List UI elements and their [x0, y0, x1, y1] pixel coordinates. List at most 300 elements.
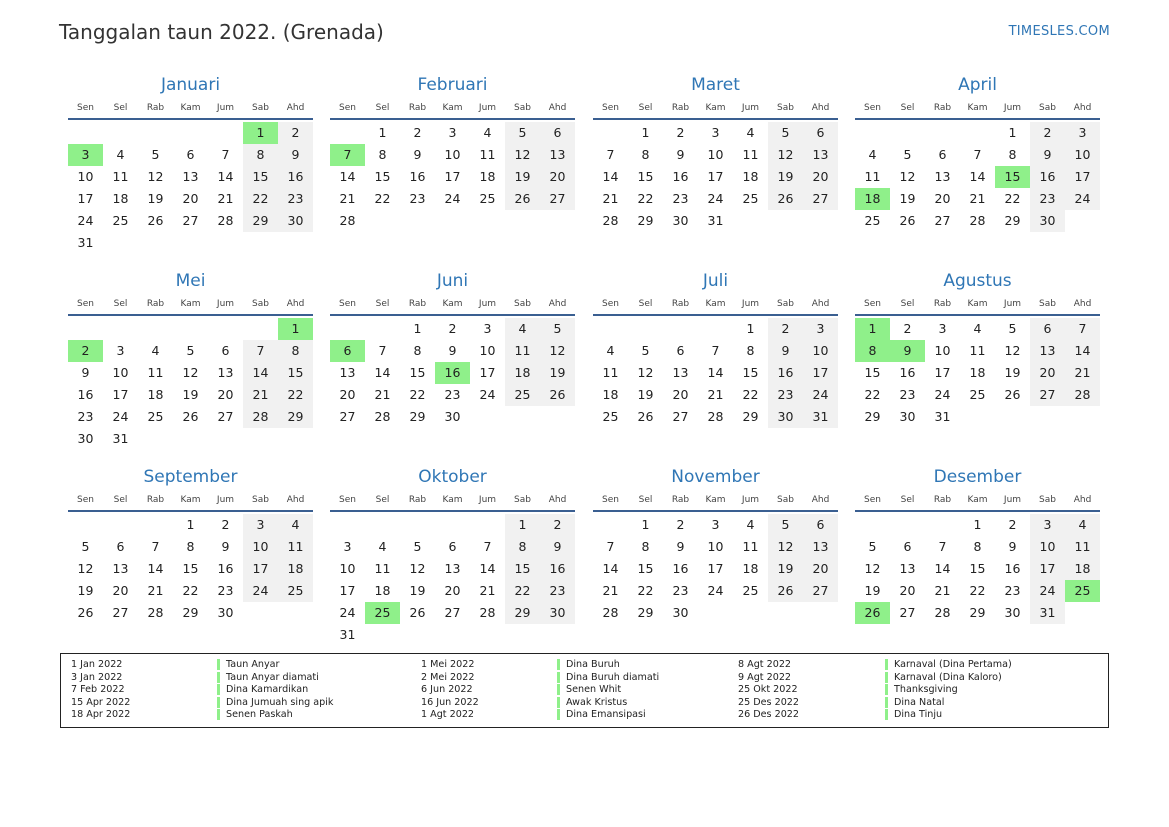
legend-date: 7 Feb 2022 [71, 684, 125, 696]
day-cell: 9 [1030, 144, 1065, 166]
weekday-label: Rab [933, 495, 952, 505]
day-cell: 26 [768, 188, 803, 210]
day-cell: 19 [505, 166, 540, 188]
day-cell: 15 [409, 365, 426, 380]
weekday-label: Sen [864, 495, 881, 505]
weekday-label: Ahd [811, 495, 830, 505]
day-cell: 18 [742, 169, 759, 184]
day-cell: 3 [711, 125, 720, 140]
day-cell: 17 [112, 387, 129, 402]
day-cell: 8 [641, 539, 650, 554]
day-cell: 31 [339, 627, 356, 642]
month-november [593, 466, 838, 646]
day-cell: 26 [768, 580, 803, 602]
day-cell: 16 [768, 362, 803, 384]
day-cell: 30 [1030, 210, 1065, 232]
day-cell: 4 [278, 514, 313, 536]
day-cell: 20 [444, 583, 461, 598]
site-link[interactable]: TIMESLES.COM [1008, 24, 1110, 39]
day-cell: 27 [1030, 384, 1065, 406]
day-cell: 5 [768, 122, 803, 144]
day-cell: 14 [374, 365, 391, 380]
day-cell: 21 [707, 387, 724, 402]
day-cell: 29 [409, 409, 426, 424]
weekday-label: Ahd [286, 299, 305, 309]
day-cell: 24 [707, 191, 724, 206]
legend-date: 8 Agt 2022 [738, 659, 792, 670]
day-cell: 27 [182, 213, 199, 228]
day-cell: 9 [278, 144, 313, 166]
day-cell: 11 [742, 147, 759, 162]
day-cell: 19 [409, 583, 426, 598]
weekday-label: Sab [777, 299, 794, 309]
day-cell: 21 [374, 387, 391, 402]
day-cell: 19 [768, 166, 803, 188]
day-cell: 17 [934, 365, 951, 380]
day-cell: 19 [864, 583, 881, 598]
day-cell: 19 [77, 583, 94, 598]
day-cell: 7 [1065, 318, 1100, 340]
legend-holiday-name [885, 684, 1012, 697]
day-cell: 8 [186, 539, 195, 554]
day-cell: 4 [505, 318, 540, 340]
legend-names-col-2 [557, 659, 659, 722]
legend-dates-col-1 [71, 659, 130, 722]
day-cell: 27 [112, 605, 129, 620]
day-cell: 5 [151, 147, 160, 162]
day-cell: 22 [637, 191, 654, 206]
day-cell: 17 [77, 191, 94, 206]
month-days [68, 318, 313, 450]
legend-holiday-name [557, 684, 659, 697]
legend-date: 2 Mei 2022 [421, 671, 475, 683]
day-cell: 3 [803, 318, 838, 340]
day-cell: 9 [768, 340, 803, 362]
day-cell: 26 [409, 605, 426, 620]
day-cell: 2 [903, 321, 912, 336]
day-cell: 21 [1065, 362, 1100, 384]
legend-names-col-3 [885, 659, 1012, 722]
day-cell: 8 [505, 536, 540, 558]
day-cell: 2 [278, 122, 313, 144]
day-cell: 6 [1030, 318, 1065, 340]
day-cell: 2 [413, 125, 422, 140]
weekday-header [330, 297, 575, 316]
legend-names-col-1 [217, 659, 333, 722]
day-cell: 28 [602, 605, 619, 620]
legend-date: 18 Apr 2022 [71, 709, 131, 721]
day-cell: 7 [151, 539, 160, 554]
day-cell: 9 [1008, 539, 1017, 554]
weekday-label: Jum [478, 103, 497, 113]
day-cell: 19 [182, 387, 199, 402]
day-cell: 3 [1030, 514, 1065, 536]
day-cell: 26 [182, 409, 199, 424]
day-cell: 23 [77, 409, 94, 424]
day-cell: 15 [969, 561, 986, 576]
day-cell: 8 [243, 144, 278, 166]
legend-date: 1 Agt 2022 [421, 709, 475, 721]
day-cell: 30 [540, 602, 575, 624]
month-name: Juli [702, 271, 729, 291]
day-cell: 13 [540, 144, 575, 166]
day-cell: 24 [707, 583, 724, 598]
month-days [330, 514, 575, 646]
day-cell: 11 [374, 561, 391, 576]
day-cell: 4 [378, 539, 387, 554]
day-cell: 2 [1030, 122, 1065, 144]
day-cell: 26 [77, 605, 94, 620]
day-cell: 11 [147, 365, 164, 380]
day-cell: 8 [278, 340, 313, 362]
day-cell: 4 [116, 147, 125, 162]
day-cell: 23 [217, 583, 234, 598]
weekday-label: Sel [638, 299, 653, 309]
weekday-label: Sen [602, 103, 619, 113]
weekday-label: Sab [1039, 495, 1056, 505]
weekday-label: Ahd [286, 103, 305, 113]
holiday-legend [60, 653, 1109, 728]
month-days [855, 122, 1100, 254]
month-april [855, 74, 1100, 254]
day-cell: 21 [339, 191, 356, 206]
day-cell: 5 [413, 539, 422, 554]
day-cell: 13 [339, 365, 356, 380]
holiday-day-cell: 9 [890, 340, 925, 362]
day-cell: 9 [413, 147, 422, 162]
day-cell: 17 [243, 558, 278, 580]
weekday-label: Jum [478, 299, 497, 309]
day-cell: 14 [934, 561, 951, 576]
weekday-label: Sel [900, 495, 915, 505]
day-cell: 23 [899, 387, 916, 402]
legend-holiday-name [557, 709, 659, 722]
day-cell: 10 [707, 539, 724, 554]
day-cell: 2 [768, 318, 803, 340]
day-cell: 14 [217, 169, 234, 184]
day-cell: 8 [973, 539, 982, 554]
day-cell: 11 [864, 169, 881, 184]
day-cell: 17 [479, 365, 496, 380]
legend-holiday-name [217, 672, 333, 685]
day-cell: 6 [448, 539, 457, 554]
weekday-label: Sen [77, 495, 94, 505]
day-cell: 12 [147, 169, 164, 184]
month-name: Januari [160, 75, 221, 95]
day-cell: 31 [803, 406, 838, 428]
day-cell: 12 [540, 340, 575, 362]
day-cell: 9 [676, 539, 685, 554]
weekday-label: Rab [933, 103, 952, 113]
day-cell: 16 [672, 169, 689, 184]
day-cell: 16 [672, 561, 689, 576]
day-cell: 11 [602, 365, 619, 380]
month-days [68, 122, 313, 254]
day-cell: 16 [278, 166, 313, 188]
weekday-label: Jum [1003, 495, 1022, 505]
weekday-label: Rab [408, 103, 427, 113]
month-juli [593, 270, 838, 450]
day-cell: 24 [112, 409, 129, 424]
weekday-label: Rab [408, 299, 427, 309]
day-cell: 12 [637, 365, 654, 380]
weekday-label: Sel [375, 103, 390, 113]
day-cell: 30 [278, 210, 313, 232]
day-cell: 16 [540, 558, 575, 580]
day-cell: 31 [77, 235, 94, 250]
day-cell: 29 [637, 605, 654, 620]
weekday-label: Sen [602, 299, 619, 309]
month-days [330, 318, 575, 450]
month-name: Juni [436, 271, 469, 291]
day-cell: 23 [672, 583, 689, 598]
day-cell: 28 [217, 213, 234, 228]
weekday-label: Ahd [811, 103, 830, 113]
day-cell: 19 [540, 362, 575, 384]
weekday-header [68, 101, 313, 120]
day-cell: 19 [1004, 365, 1021, 380]
day-cell: 20 [803, 166, 838, 188]
day-cell: 22 [182, 583, 199, 598]
day-cell: 18 [969, 365, 986, 380]
day-cell: 27 [934, 213, 951, 228]
weekday-label: Sen [339, 103, 356, 113]
day-cell: 17 [1030, 558, 1065, 580]
weekday-label: Rab [933, 299, 952, 309]
day-cell: 11 [479, 147, 496, 162]
day-cell: 3 [448, 125, 457, 140]
day-cell: 21 [147, 583, 164, 598]
weekday-header [68, 297, 313, 316]
month-name: Oktober [418, 467, 487, 487]
day-cell: 1 [1008, 125, 1017, 140]
day-cell: 10 [112, 365, 129, 380]
day-cell: 22 [243, 188, 278, 210]
day-cell: 12 [864, 561, 881, 576]
day-cell: 6 [803, 514, 838, 536]
day-cell: 13 [803, 536, 838, 558]
day-cell: 27 [803, 188, 838, 210]
weekday-label: Jum [741, 103, 760, 113]
weekday-header [593, 297, 838, 316]
weekday-label: Kam [705, 495, 726, 505]
legend-holiday-name [557, 697, 659, 710]
holiday-day-cell: 2 [68, 340, 103, 362]
day-cell: 1 [641, 517, 650, 532]
weekday-header [330, 101, 575, 120]
day-cell: 13 [672, 365, 689, 380]
legend-date: 25 Des 2022 [738, 696, 800, 708]
day-cell: 22 [278, 384, 313, 406]
day-cell: 6 [221, 343, 230, 358]
weekday-label: Rab [671, 495, 690, 505]
day-cell: 23 [768, 384, 803, 406]
day-cell: 12 [899, 169, 916, 184]
weekday-label: Sab [777, 495, 794, 505]
weekday-header [855, 297, 1100, 316]
day-cell: 27 [339, 409, 356, 424]
day-cell: 3 [483, 321, 492, 336]
day-cell: 14 [147, 561, 164, 576]
legend-date: 25 Okt 2022 [738, 684, 798, 696]
legend-date: 1 Mei 2022 [421, 659, 475, 670]
legend-holiday-label: Thanksgiving [885, 684, 958, 695]
day-cell: 22 [1004, 191, 1021, 206]
day-cell: 29 [505, 602, 540, 624]
day-cell: 25 [864, 213, 881, 228]
month-days [593, 318, 838, 450]
day-cell: 4 [483, 125, 492, 140]
day-cell: 26 [505, 188, 540, 210]
day-cell: 26 [147, 213, 164, 228]
day-cell: 27 [540, 188, 575, 210]
weekday-label: Jum [1003, 299, 1022, 309]
legend-holiday-label: Dina Buruh diamati [557, 672, 659, 683]
legend-holiday-label: Awak Kristus [557, 697, 627, 708]
day-cell: 6 [116, 539, 125, 554]
weekday-label: Kam [705, 299, 726, 309]
day-cell: 10 [243, 536, 278, 558]
weekday-label: Kam [967, 299, 988, 309]
day-cell: 27 [444, 605, 461, 620]
day-cell: 9 [81, 365, 90, 380]
holiday-day-cell: 18 [855, 188, 890, 210]
weekday-label: Ahd [286, 495, 305, 505]
day-cell: 9 [221, 539, 230, 554]
day-cell: 20 [540, 166, 575, 188]
weekday-label: Jum [216, 103, 235, 113]
legend-dates-col-2 [421, 659, 479, 722]
weekday-label: Sel [375, 495, 390, 505]
day-cell: 14 [339, 169, 356, 184]
day-cell: 29 [243, 210, 278, 232]
day-cell: 18 [1065, 558, 1100, 580]
weekday-header [68, 493, 313, 512]
weekday-label: Jum [741, 299, 760, 309]
day-cell: 14 [1065, 340, 1100, 362]
legend-holiday-label: Dina Emansipasi [557, 709, 646, 720]
legend-holiday-label: Karnaval (Dina Kaloro) [885, 672, 1002, 683]
weekday-label: Sel [638, 103, 653, 113]
day-cell: 13 [899, 561, 916, 576]
legend-date: 1 Jan 2022 [71, 659, 123, 670]
day-cell: 21 [602, 191, 619, 206]
day-cell: 22 [864, 387, 881, 402]
day-cell: 20 [339, 387, 356, 402]
day-cell: 22 [637, 583, 654, 598]
month-days [855, 318, 1100, 450]
day-cell: 23 [444, 387, 461, 402]
day-cell: 30 [768, 406, 803, 428]
day-cell: 16 [1030, 166, 1065, 188]
day-cell: 27 [899, 605, 916, 620]
day-cell: 5 [540, 318, 575, 340]
day-cell: 10 [479, 343, 496, 358]
day-cell: 8 [413, 343, 422, 358]
day-cell: 16 [217, 561, 234, 576]
day-cell: 16 [899, 365, 916, 380]
weekday-label: Sab [252, 299, 269, 309]
holiday-day-cell: 8 [855, 340, 890, 362]
day-cell: 7 [483, 539, 492, 554]
day-cell: 25 [969, 387, 986, 402]
day-cell: 29 [1004, 213, 1021, 228]
day-cell: 23 [1004, 583, 1021, 598]
day-cell: 5 [641, 343, 650, 358]
weekday-label: Rab [408, 495, 427, 505]
day-cell: 24 [339, 605, 356, 620]
day-cell: 1 [505, 514, 540, 536]
day-cell: 29 [278, 406, 313, 428]
day-cell: 18 [112, 191, 129, 206]
day-cell: 24 [243, 580, 278, 602]
day-cell: 8 [1008, 147, 1017, 162]
day-cell: 22 [409, 387, 426, 402]
month-name: Mei [175, 271, 206, 291]
legend-holiday-label: Karnaval (Dina Pertama) [885, 659, 1012, 670]
legend-date: 3 Jan 2022 [71, 671, 123, 683]
legend-holiday-label: Senen Whit [557, 684, 621, 695]
holiday-day-cell: 25 [1065, 580, 1100, 602]
day-cell: 13 [182, 169, 199, 184]
legend-date: 26 Des 2022 [738, 709, 800, 721]
day-cell: 3 [711, 517, 720, 532]
legend-holiday-name [217, 684, 333, 697]
day-cell: 4 [746, 125, 755, 140]
day-cell: 25 [278, 580, 313, 602]
day-cell: 3 [243, 514, 278, 536]
day-cell: 15 [374, 169, 391, 184]
weekday-label: Jum [1003, 103, 1022, 113]
day-cell: 18 [278, 558, 313, 580]
day-cell: 20 [1030, 362, 1065, 384]
day-cell: 10 [707, 147, 724, 162]
day-cell: 21 [217, 191, 234, 206]
day-cell: 9 [540, 536, 575, 558]
day-cell: 18 [374, 583, 391, 598]
month-days [330, 122, 575, 254]
day-cell: 17 [803, 362, 838, 384]
weekday-label: Sen [602, 495, 619, 505]
weekday-label: Sab [252, 103, 269, 113]
weekday-label: Rab [146, 299, 165, 309]
day-cell: 28 [339, 213, 356, 228]
day-cell: 13 [1030, 340, 1065, 362]
weekday-label: Jum [216, 495, 235, 505]
day-cell: 13 [444, 561, 461, 576]
page-title: Tanggalan taun 2022. (Grenada) [59, 20, 384, 44]
day-cell: 4 [868, 147, 877, 162]
legend-holiday-label: Senen Paskah [217, 709, 293, 720]
day-cell: 14 [707, 365, 724, 380]
day-cell: 1 [641, 125, 650, 140]
day-cell: 4 [606, 343, 615, 358]
day-cell: 14 [479, 561, 496, 576]
weekday-label: Sab [514, 299, 531, 309]
day-cell: 26 [1004, 387, 1021, 402]
day-cell: 7 [606, 539, 615, 554]
legend-holiday-name [885, 709, 1012, 722]
weekday-label: Kam [180, 103, 201, 113]
weekday-label: Ahd [1073, 103, 1092, 113]
weekday-label: Ahd [811, 299, 830, 309]
day-cell: 5 [768, 514, 803, 536]
weekday-label: Sel [113, 495, 128, 505]
day-cell: 20 [112, 583, 129, 598]
day-cell: 15 [243, 166, 278, 188]
legend-date: 15 Apr 2022 [71, 696, 131, 708]
day-cell: 5 [505, 122, 540, 144]
